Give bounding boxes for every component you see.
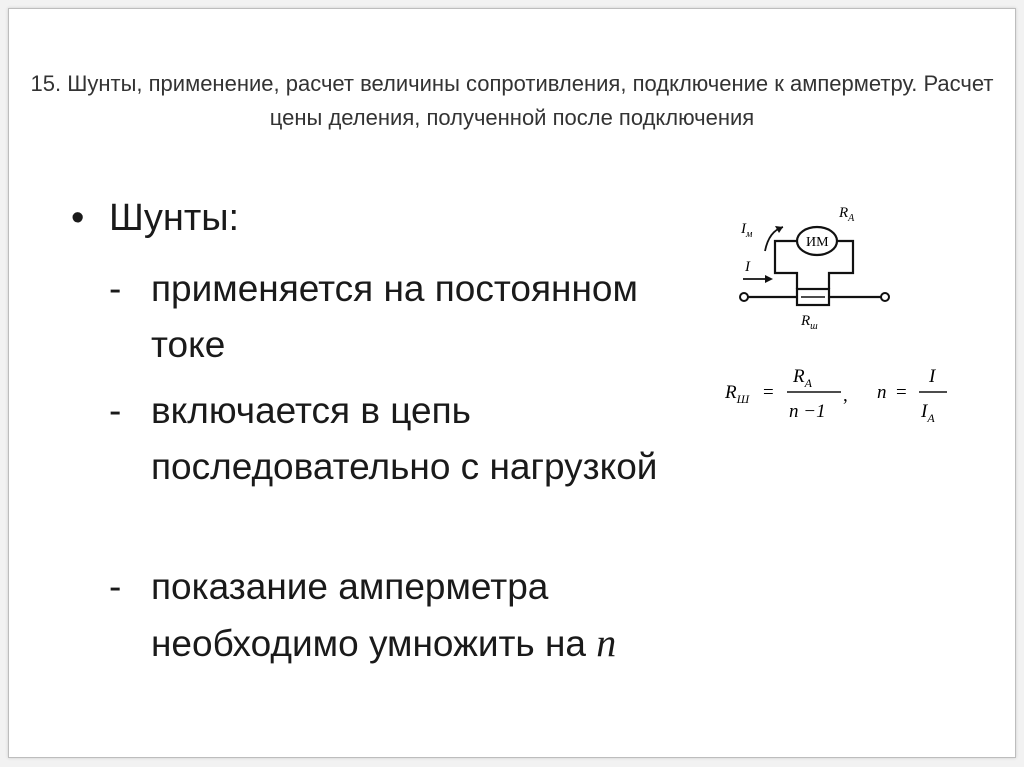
item-dash: -	[109, 268, 122, 309]
i-arrowhead	[765, 275, 773, 283]
item-text: включается в цепь последовательно с нагрузкой	[151, 390, 658, 487]
ra-label: $R_А$	[839, 205, 855, 224]
im-label: $I_м$	[741, 221, 753, 240]
shunt-formulas	[721, 349, 961, 429]
item-variable-n: n	[596, 620, 617, 665]
bullet-dot: •	[71, 197, 85, 239]
meter-branch-right	[829, 241, 853, 289]
item-dash: -	[109, 390, 122, 431]
item-text-main: показание амперметра необходимо умножить на	[151, 566, 587, 664]
item-dash: -	[109, 566, 122, 607]
formula-n-numerator: I	[929, 366, 936, 387]
item-text	[151, 559, 709, 672]
shunt-circuit-diagram	[729, 193, 899, 333]
rsh-label: $R_ш$	[801, 313, 818, 332]
formula-denominator: n −1	[789, 401, 826, 422]
right-terminal	[881, 293, 889, 301]
meter-branch-left	[775, 241, 797, 289]
slide-title: 15. Шунты, применение, расчет величины сопротивления, подключение к амперметру. Расчет цены деления, полученной после подключения	[30, 71, 994, 130]
formula-numerator: $R_A$	[793, 366, 812, 390]
formula-equals-2: =	[896, 382, 907, 403]
i-label: I	[745, 259, 750, 275]
left-terminal	[740, 293, 748, 301]
list-item	[109, 261, 709, 373]
list-item	[109, 559, 709, 672]
list-item	[109, 383, 709, 495]
formula-equals-1: =	[763, 382, 774, 403]
meter-label: ИМ	[806, 235, 829, 250]
formula-comma: ,	[843, 385, 848, 406]
bullet-heading: Шунты:	[109, 197, 240, 239]
formula-n: n	[877, 382, 887, 403]
bullet-heading-row	[71, 197, 239, 240]
formula-lhs: $R_Ш$	[725, 382, 750, 406]
formula-n-denominator: $I_A$	[921, 401, 935, 425]
item-text: применяется на постоянном токе	[151, 268, 638, 365]
slide	[8, 8, 1016, 758]
